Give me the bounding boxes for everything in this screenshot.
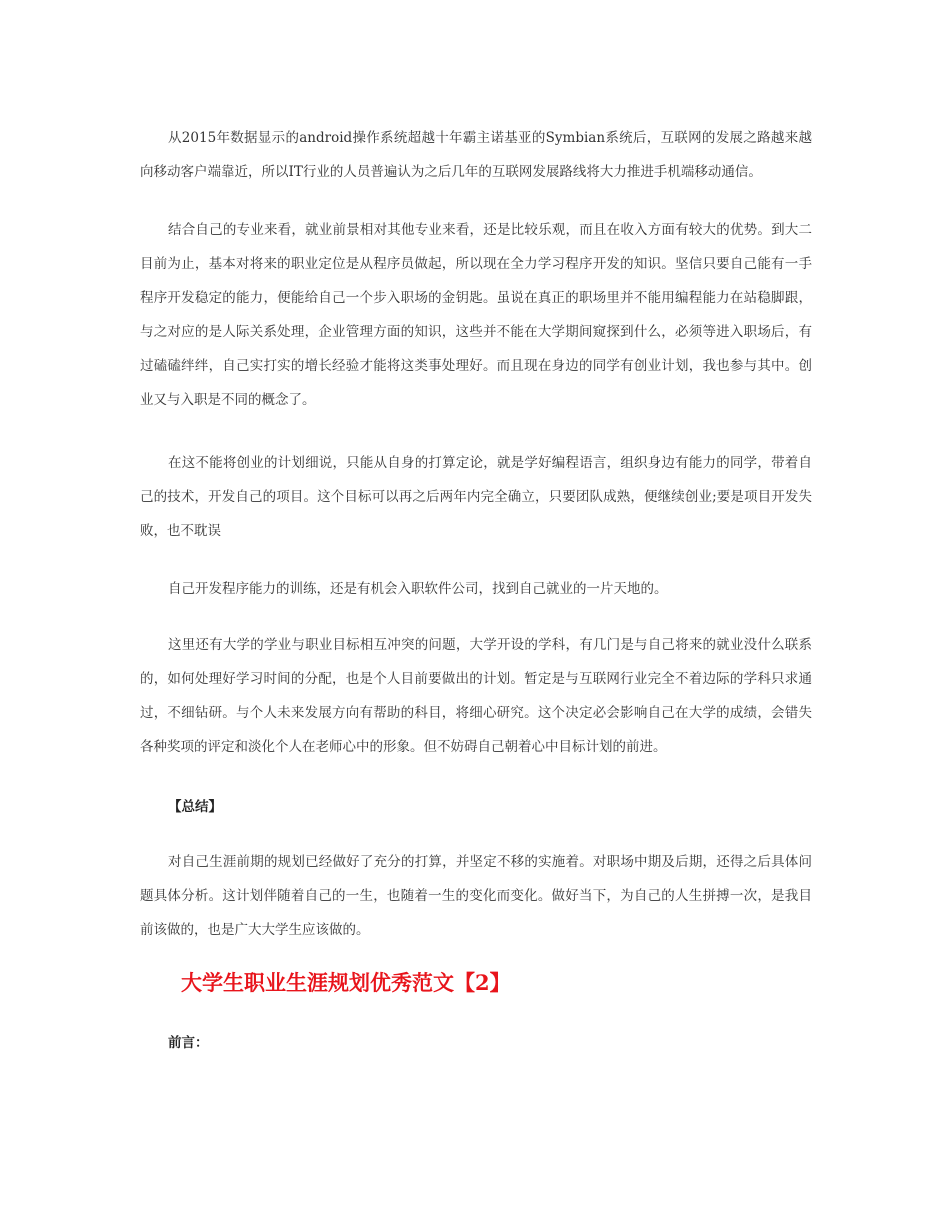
summary-paragraph: 对自己生涯前期的规划已经做好了充分的打算，并坚定不移的实施着。对职场中期及后期，还得之后具体问题具体分析。这计划伴随着自己的一生，也随着一生的变化而变化。做好当下，为自己的人生拼搏一次，是我目前该做的，也是广大大学生应该做的。 [140, 854, 812, 938]
paragraph-1: 从2015年数据显示的android操作系统超越十年霸主诺基亚的Symbian系统后，互联网的发展之路越来越向移动客户端靠近，所以IT行业的人员普遍认为之后几年的互联网发展路线将大力推进手机端移动通信。 [140, 130, 812, 180]
preface-heading: 前言： [168, 1035, 209, 1051]
paragraph-2: 结合自己的专业来看，就业前景相对其他专业来看，还是比较乐观，而且在收入方面有较大的优势。到大二目前为止，基本对将来的职业定位是从程序员做起，所以现在全力学习程序开发的知识。坚信只要自己能有一手程序开发稳定的能力，便能给自己一个步入职场的金钥匙。虽说在真正的职场里并不能用编程能力在站稳脚跟，与之对应的是人际关系处理，企业管理方面的知识，这些并不能在大学期间窥探到什么，必须等进入职场后，有过磕磕绊绊，自己实打实的增长经验才能将这类事处理好。而且现在身边的同学有创业计划，我也参与其中。创业又与入职是不同的概念了。 [140, 222, 812, 408]
section-title: 大学生职业生涯规划优秀范文【2】 [181, 970, 511, 995]
paragraph-4: 自己开发程序能力的训练，还是有机会入职软件公司，找到自己就业的一片天地的。 [168, 581, 668, 597]
paragraph-3: 在这不能将创业的计划细说，只能从自身的打算定论，就是学好编程语言，组织身边有能力的同学，带着自己的技术，开发自己的项目。这个目标可以再之后两年内完全确立，只要团队成熟，便继续创业;要是项目开发失败，也不耽误 [140, 455, 812, 539]
paragraph-5: 这里还有大学的学业与职业目标相互冲突的问题，大学开设的学科，有几门是与自己将来的就业没什么联系的，如何处理好学习时间的分配，也是个人目前要做出的计划。暂定是与互联网行业完全不着边际的学科只求通过，不细钻研。与个人未来发展方向有帮助的科目，将细心研究。这个决定必会影响自己在大学的成绩，会错失各种奖项的评定和淡化个人在老师心中的形象。但不妨碍自己朝着心中目标计划的前进。 [140, 637, 812, 755]
summary-heading: 【总结】 [168, 799, 222, 815]
